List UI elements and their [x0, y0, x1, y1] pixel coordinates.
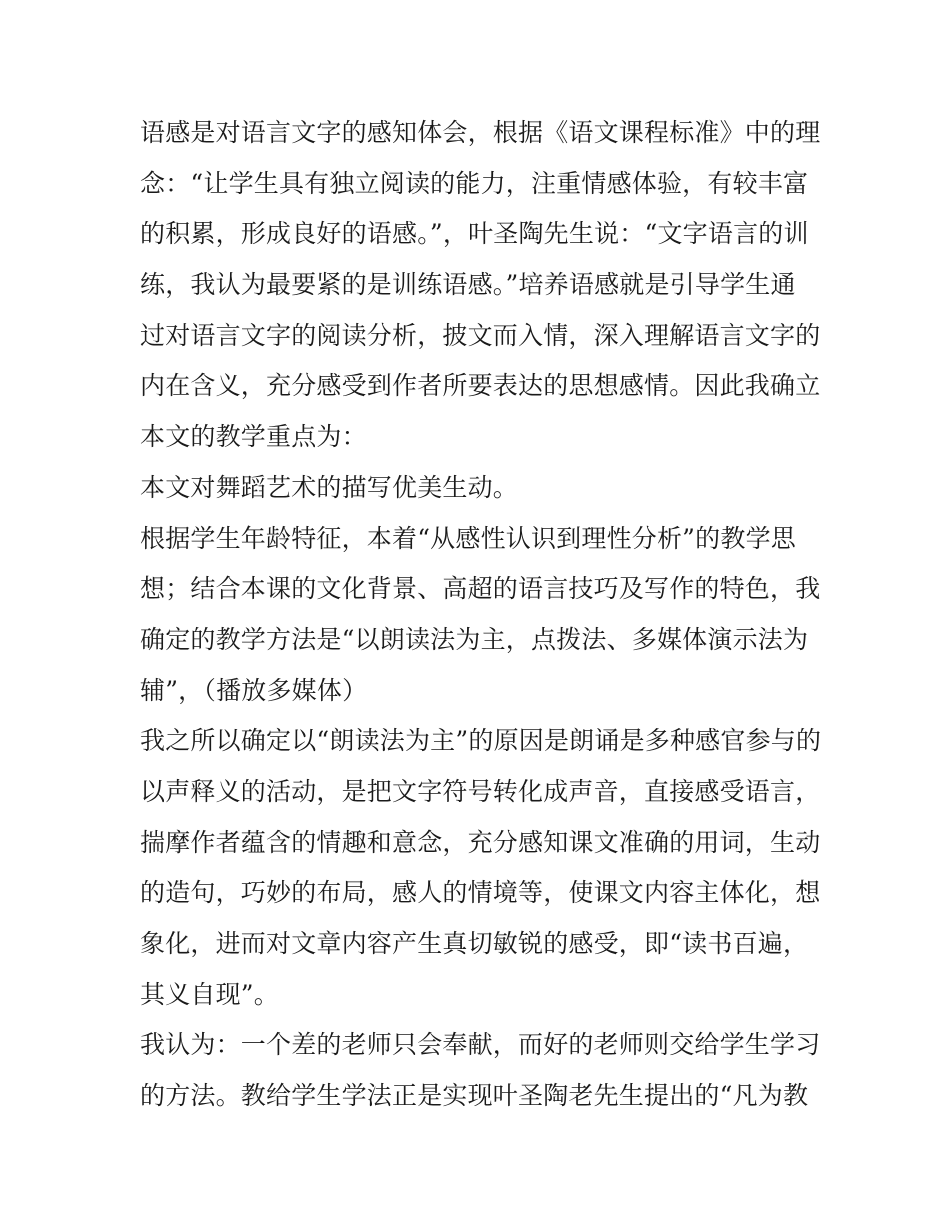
- text-line: 想；结合本课的文化背景、高超的语言技巧及写作的特色，我: [140, 574, 821, 604]
- text-line: 我认为：一个差的老师只会奉献，而好的老师则交给学生学习: [140, 1030, 821, 1060]
- text-line: 象化，进而对文章内容产生真切敏锐的感受，即“读书百遍，: [140, 929, 809, 958]
- text-line: 以声释义的活动，是把文字符号转化成声音，直接感受语言，: [140, 776, 821, 806]
- text-line: 的造句，巧妙的布局，感人的情境等，使课文内容主体化，想: [140, 878, 821, 908]
- text-line: 内在含义，充分感受到作者所要表达的思想感情。因此我确立: [140, 371, 821, 401]
- text-line: 的方法。教给学生学法正是实现叶圣陶老先生提出的“凡为教: [140, 1081, 809, 1111]
- text-line: 语感是对语言文字的感知体会，根据《语文课程标准》中的理: [140, 118, 821, 147]
- text-line: 辅”，（播放多媒体）: [140, 675, 368, 705]
- text-line: 其义自现”。: [140, 979, 279, 1009]
- text-line: 我之所以确定以“朗读法为主”的原因是朗诵是多种感官参与的: [140, 726, 822, 756]
- text-line: 本文对舞蹈艺术的描写优美生动。: [140, 472, 519, 502]
- text-line: 过对语言文字的阅读分析，披文而入情，深入理解语言文字的: [140, 320, 821, 350]
- text-line: 练，我认为最要紧的是训练语感。”培养语感就是引导学生通: [140, 270, 796, 300]
- document-body: [140, 108, 820, 1122]
- text-line: 本文的教学重点为：: [140, 422, 367, 452]
- text-line: 的积累，形成良好的语感。”，叶圣陶先生说：“文字语言的训: [140, 219, 809, 249]
- text-line: 揣摩作者蕴含的情趣和意念，充分感知课文准确的用词，生动: [140, 827, 821, 857]
- text-line: 念：“让学生具有独立阅读的能力，注重情感体验，有较丰富: [140, 168, 809, 198]
- text-line: 确定的教学方法是“以朗读法为主，点拨法、多媒体演示法为: [140, 624, 809, 654]
- text-line: 根据学生年龄特征，本着“从感性认识到理性分析”的教学思: [140, 523, 796, 553]
